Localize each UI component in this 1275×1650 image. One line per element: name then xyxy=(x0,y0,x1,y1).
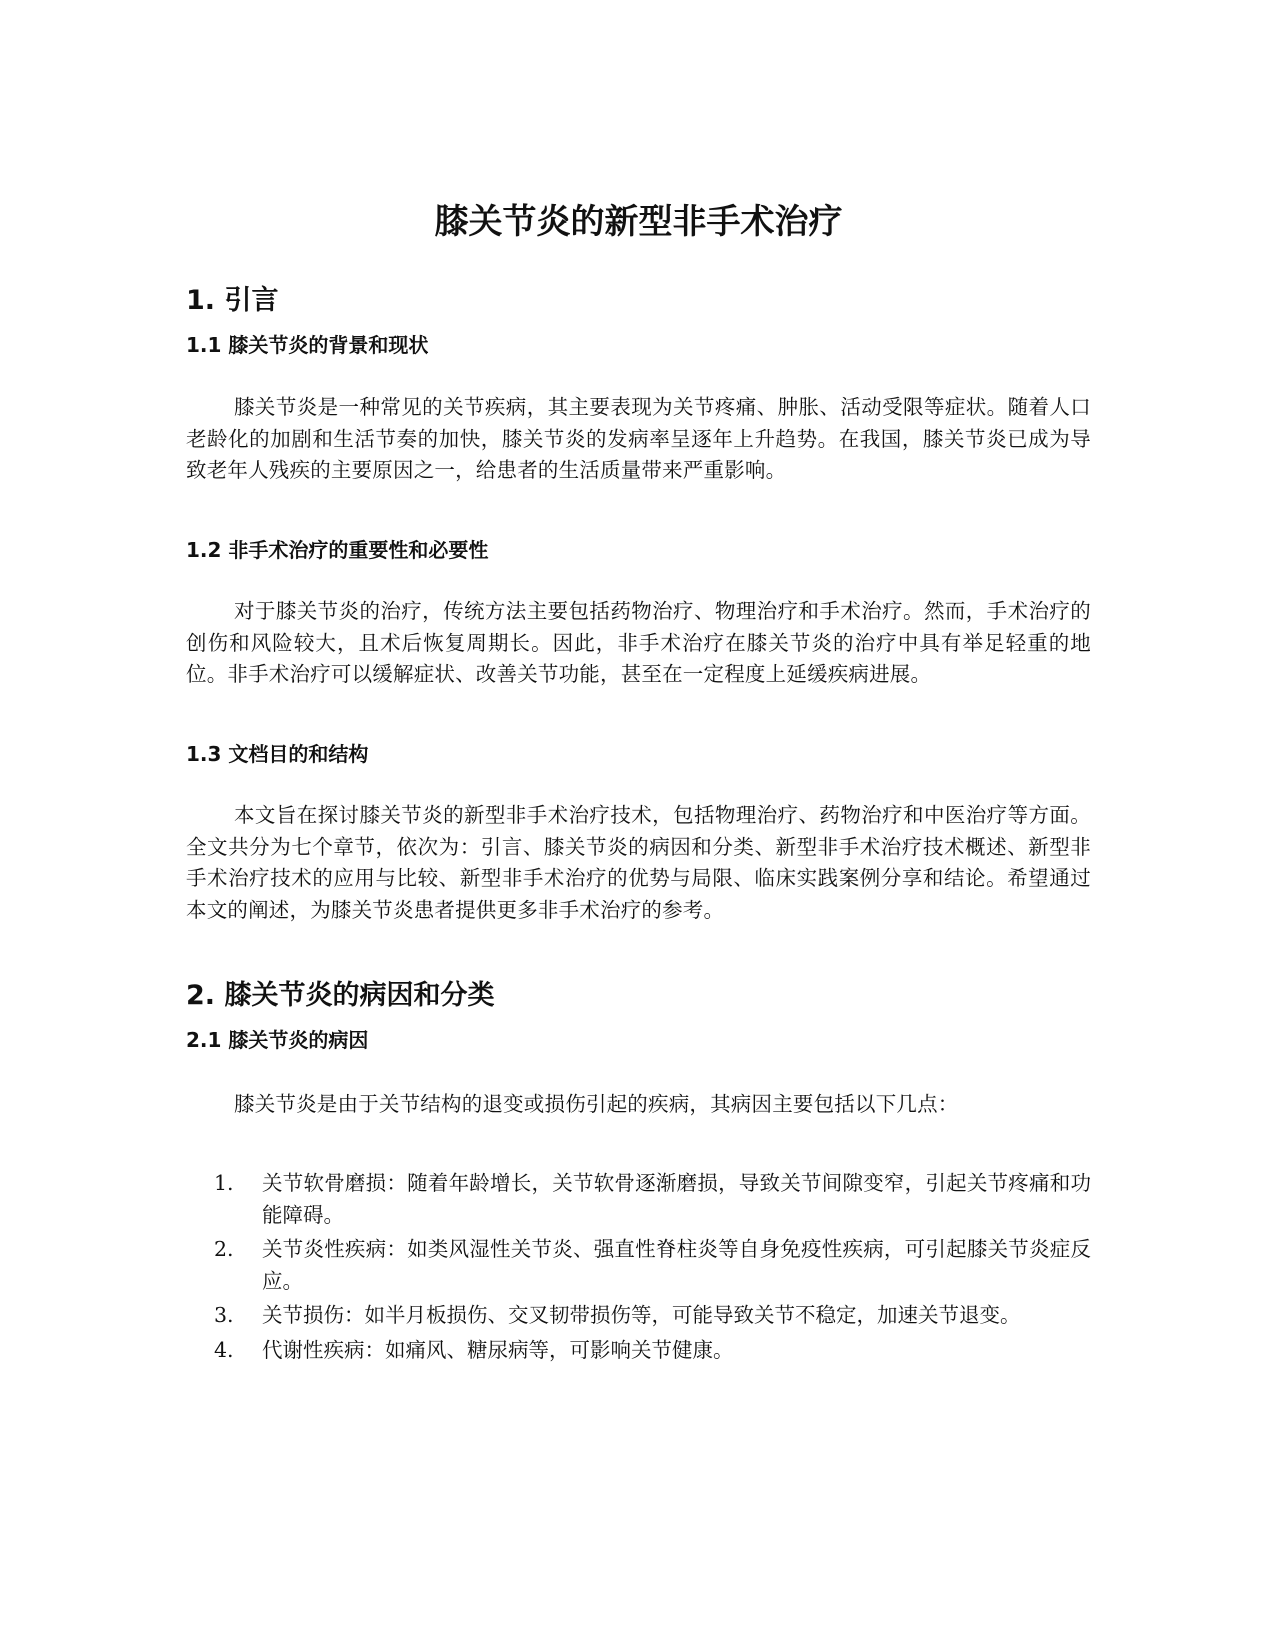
section-2-1-heading: 2.1 膝关节炎的病因 xyxy=(186,1028,369,1052)
list-item-text: 代谢性疾病：如痛风、糖尿病等，可影响关节健康。 xyxy=(262,1337,734,1362)
section-1-1-heading: 1.1 膝关节炎的背景和现状 xyxy=(186,333,429,357)
list-item xyxy=(186,1335,1091,1367)
list-item-number: 1. xyxy=(214,1171,234,1195)
section-1-1-paragraph: 膝关节炎是一种常见的关节疾病，其主要表现为关节疼痛、肿胀、活动受限等症状。随着人口老龄化的加剧和生活节奏的加快，膝关节炎的发病率呈逐年上升趋势。在我国，膝关节炎已成为导致老年人残疾的主要原因之一，给患者的生活质量带来严重影响。 xyxy=(186,395,1091,482)
list-item-text: 关节炎性疾病：如类风湿性关节炎、强直性脊柱炎等自身免疫性疾病，可引起膝关节炎症反应。 xyxy=(262,1237,1091,1293)
list-item xyxy=(186,1168,1091,1231)
list-item xyxy=(186,1300,1091,1332)
list-item-number: 4. xyxy=(214,1337,234,1362)
list-item-text: 关节损伤：如半月板损伤、交叉韧带损伤等，可能导致关节不稳定，加速关节退变。 xyxy=(262,1303,1021,1327)
list-item-number: 3. xyxy=(214,1303,234,1327)
section-1-heading: 1. 引言 xyxy=(186,285,279,316)
list-item-number: 2. xyxy=(214,1237,234,1261)
document-title: 膝关节炎的新型非手术治疗 xyxy=(434,202,843,242)
section-1-2-heading: 1.2 非手术治疗的重要性和必要性 xyxy=(186,538,489,562)
list-item-text: 关节软骨磨损：随着年龄增长，关节软骨逐渐磨损，导致关节间隙变窄，引起关节疼痛和功能障碍。 xyxy=(262,1171,1091,1227)
section-2-1-paragraph: 膝关节炎是由于关节结构的退变或损伤引起的疾病，其病因主要包括以下几点： xyxy=(234,1092,959,1116)
section-1-3-paragraph: 本文旨在探讨膝关节炎的新型非手术治疗技术，包括物理治疗、药物治疗和中医治疗等方面。全文共分为七个章节，依次为：引言、膝关节炎的病因和分类、新型非手术治疗技术概述、新型非手术治疗技术的应用与比较、新型非手术治疗的优势与局限、临床实践案例分享和结论。希望通过本文的阐述，为膝关节炎患者提供更多非手术治疗的参考。 xyxy=(186,803,1091,922)
section-1-3-heading: 1.3 文档目的和结构 xyxy=(186,742,369,766)
list-item xyxy=(186,1234,1091,1297)
section-1-2-paragraph: 对于膝关节炎的治疗，传统方法主要包括药物治疗、物理治疗和手术治疗。然而，手术治疗的创伤和风险较大，且术后恢复周期长。因此，非手术治疗在膝关节炎的治疗中具有举足轻重的地位。非手术治疗可以缓解症状、改善关节功能，甚至在一定程度上延缓疾病进展。 xyxy=(186,599,1091,686)
cause-list xyxy=(186,1168,1091,1369)
section-2-heading: 2. 膝关节炎的病因和分类 xyxy=(186,980,495,1011)
